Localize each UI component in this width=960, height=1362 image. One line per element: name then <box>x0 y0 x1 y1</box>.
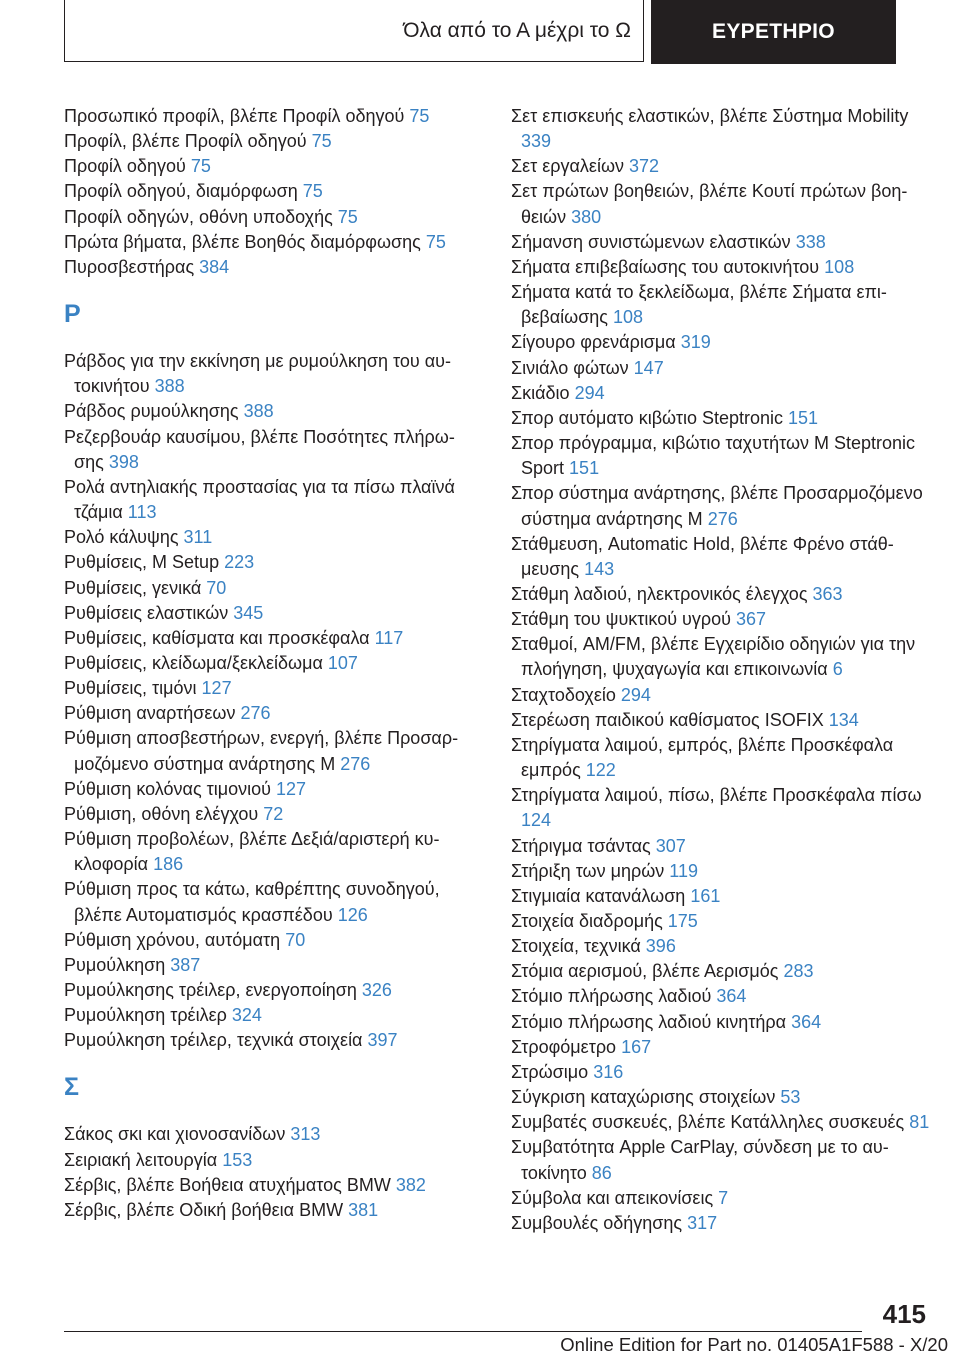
index-entry-text: Στόμιο πλήρωσης λαδιού <box>511 986 712 1007</box>
index-page-link[interactable]: 316 <box>593 1061 624 1082</box>
index-entry-text: Στάθμευση, Automatic Hold, βλέπε Φρένο στάθμευσης <box>511 533 894 579</box>
index-entry-text: Στιγμιαία κατανάλωση <box>511 885 686 906</box>
index-entry <box>64 550 474 575</box>
index-entry <box>511 959 931 984</box>
index-entry-text: Σετ εργαλείων <box>511 156 625 177</box>
index-entry-text: Ρυμούλκηση <box>64 954 166 975</box>
index-page-link[interactable]: 6 <box>832 659 843 680</box>
index-page-link[interactable]: 387 <box>170 954 201 975</box>
index-page-link[interactable]: 367 <box>736 609 767 630</box>
index-entry-text: Στήριξη των μηρών <box>511 860 665 881</box>
index-entry-text: Ρυθμίσεις, τιμόνι <box>64 678 197 699</box>
index-tab-label: ΕΥΡΕΤΗΡΙΟ <box>712 20 835 43</box>
index-page-link[interactable]: 276 <box>240 703 271 724</box>
index-entry-text: Ρυμούλκηση τρέιλερ <box>64 1005 227 1026</box>
index-entry <box>511 230 931 255</box>
index-entry <box>511 255 931 280</box>
index-entry-text: Σέρβις, βλέπε Οδική βοήθεια BMW <box>64 1199 344 1220</box>
index-entry <box>64 1028 474 1053</box>
index-entry-text: Σειριακή λειτουργία <box>64 1149 218 1170</box>
index-entry <box>64 525 474 550</box>
index-page-link[interactable]: 75 <box>425 231 446 252</box>
index-entry <box>64 651 474 676</box>
index-page-link[interactable]: 380 <box>571 206 602 227</box>
index-page-link[interactable]: 72 <box>263 803 284 824</box>
index-entry <box>511 1035 931 1060</box>
index-entry <box>511 1060 931 1085</box>
index-entry <box>511 481 931 531</box>
section-tab[interactable] <box>64 0 644 62</box>
index-page-link[interactable]: 276 <box>707 508 738 529</box>
index-entry <box>511 154 931 179</box>
index-entry <box>511 431 931 481</box>
index-entry <box>64 726 474 776</box>
index-entry <box>64 1003 474 1028</box>
index-entry <box>511 783 931 833</box>
index-entry <box>511 1211 931 1236</box>
index-page-link[interactable]: 363 <box>812 583 843 604</box>
index-entry <box>64 978 474 1003</box>
index-entry-text: Ρύθμιση προς τα κάτω, καθρέπτης συνοδηγού, βλέπε Αυτοματισμός κρασπέδου <box>64 879 440 925</box>
index-entry-text: Στρώσιμο <box>511 1061 589 1082</box>
index-page-link[interactable]: 223 <box>224 552 255 573</box>
index-entry-text: Στροφόμετρο <box>511 1036 617 1057</box>
index-entry <box>511 859 931 884</box>
index-entry-text: Ρύθμιση, οθόνη ελέγχου <box>64 803 259 824</box>
index-entry <box>511 909 931 934</box>
index-page-link[interactable]: 338 <box>795 231 826 252</box>
index-entry <box>64 255 474 280</box>
index-entry-text: Στήριγμα τσάντας <box>511 835 651 856</box>
index-page-link[interactable]: 86 <box>591 1162 612 1183</box>
index-entry <box>64 104 474 129</box>
index-page-link[interactable]: 294 <box>620 684 651 705</box>
index-entry-text: Ρεζερβουάρ καυσίμου, βλέπε Ποσότητες πλήρωσης <box>64 426 455 472</box>
index-page-link[interactable]: 326 <box>361 980 392 1000</box>
index-entry <box>64 230 474 255</box>
index-page-link[interactable]: 122 <box>585 760 616 781</box>
index-page-link[interactable]: 75 <box>337 206 358 227</box>
index-entry-text: Πυροσβεστήρας <box>64 256 195 277</box>
index-entry-text: Σέρβις, βλέπε Βοήθεια ατυχήματος BMW <box>64 1174 391 1195</box>
index-entry <box>511 179 931 229</box>
index-page-link[interactable]: 134 <box>828 709 859 730</box>
index-page-link[interactable]: 127 <box>201 678 232 699</box>
index-entry-text: Στοιχεία διαδρομής <box>511 911 663 931</box>
index-entry-text: Σταθμοί, AM/FM, βλέπε Εγχειρίδιο οδηγιών για την πλοήγηση, ψυχαγωγία και επικοινωνία <box>511 634 916 680</box>
index-entry-text: Ρυθμίσεις, M Setup <box>64 552 220 573</box>
index-entry <box>64 475 474 525</box>
index-page-link[interactable]: 124 <box>521 810 552 831</box>
index-page-link[interactable]: 143 <box>584 558 615 579</box>
index-entry <box>511 1186 931 1211</box>
index-page-link[interactable]: 167 <box>621 1036 652 1057</box>
index-page-link[interactable]: 108 <box>613 307 644 328</box>
index-page-link[interactable]: 127 <box>275 778 307 799</box>
section-letter-heading: Ρ <box>64 300 81 329</box>
index-entry-text: Ρυμούλκηση τρέιλερ, τεχνικά στοιχεία <box>64 1030 363 1051</box>
index-entry-text: Συμβουλές οδήγησης <box>511 1212 683 1233</box>
index-entry <box>511 632 931 682</box>
index-page-link[interactable]: 324 <box>231 1005 262 1026</box>
index-page-link[interactable]: 151 <box>569 458 600 479</box>
index-entry <box>511 683 931 708</box>
index-entry <box>64 626 474 651</box>
index-entry-text: Ρυμούλκησης τρέιλερ, ενεργοποίηση <box>64 980 357 1000</box>
index-entry-text: Στερέωση παιδικού καθίσματος ISOFIX <box>511 709 824 730</box>
index-entry-text: Ρύθμιση κολόνας τιμονιού <box>64 778 271 799</box>
index-entry-text: Ρύθμιση αποσβεστήρων, ενεργή, βλέπε Προσαρμοζόμενο σύστημα ανάρτησης M <box>64 728 459 774</box>
index-entry <box>511 607 931 632</box>
index-entry-text: Σπορ σύστημα ανάρτησης, βλέπε Προσαρμοζόμενο σύστημα ανάρτησης M <box>511 483 923 529</box>
index-entry <box>64 877 474 927</box>
index-entry-text: Στοιχεία, τεχνικά <box>511 936 641 957</box>
index-entry-text: Σήμανση συνιστώμενων ελαστικών <box>511 231 791 252</box>
index-page-link[interactable]: 81 <box>909 1112 930 1133</box>
index-page-link[interactable]: 7 <box>718 1187 729 1208</box>
index-entry <box>511 356 931 381</box>
index-page-link[interactable]: 339 <box>521 131 552 152</box>
index-page-link[interactable]: 161 <box>690 885 721 906</box>
index-column-right <box>511 104 931 1236</box>
index-entry <box>511 1135 931 1185</box>
index-entry <box>64 601 474 626</box>
index-entry-text: Σετ επισκευής ελαστικών, βλέπε Σύστημα Mobility <box>511 106 909 126</box>
index-entry <box>64 827 474 877</box>
index-entry-text: Σπορ αυτόματο κιβώτιο Steptronic <box>511 407 784 428</box>
index-entry-text: Ρύθμιση προβολέων, βλέπε Δεξιά/αριστερή κυκλοφορία <box>64 829 440 875</box>
index-page-link[interactable]: 388 <box>243 401 274 422</box>
index-entry-text: Σταχτοδοχείο <box>511 684 616 705</box>
index-entry <box>64 802 474 827</box>
index-entry-text: Σήματα κατά το ξεκλείδωμα, βλέπε Σήματα επιβεβαίωσης <box>511 282 887 328</box>
index-entry <box>64 349 474 399</box>
index-page-link[interactable]: 311 <box>183 527 213 548</box>
index-entry <box>64 953 474 978</box>
index-entry-text: Προφίλ οδηγού <box>64 156 186 177</box>
index-entry <box>511 934 931 959</box>
index-entry-text: Συμβατές συσκευές, βλέπε Κατάλληλες συσκευές <box>511 1112 905 1133</box>
index-entry-text: Ρυθμίσεις, καθίσματα και προσκέφαλα <box>64 627 370 648</box>
index-entry <box>64 1173 474 1198</box>
index-entry-text: Προφίλ οδηγών, οθόνη υποδοχής <box>64 206 333 227</box>
index-entry-text: Ρυθμίσεις, γενικά <box>64 577 202 598</box>
index-entry-text: Ρολά αντηλιακής προστασίας για τα πίσω πλαϊνά τζάμια <box>64 476 455 523</box>
index-entry <box>511 1110 931 1135</box>
index-page-link[interactable]: 107 <box>327 652 358 673</box>
index-entry-text: Σινιάλο φώτων <box>511 357 629 378</box>
index-page-link[interactable]: 364 <box>716 986 747 1007</box>
index-entry <box>64 928 474 953</box>
index-entry-text: Ρύθμιση αναρτήσεων <box>64 703 236 724</box>
index-entry <box>64 1122 474 1147</box>
index-page-link[interactable]: 372 <box>629 156 660 177</box>
index-page-link[interactable]: 397 <box>367 1030 398 1051</box>
index-entry <box>511 884 931 909</box>
index-entry <box>64 576 474 601</box>
index-page-link[interactable]: 147 <box>633 357 664 378</box>
index-entry-text: Σάκος σκι και χιονοσανίδων <box>64 1124 286 1145</box>
section-letter-heading: Σ <box>64 1073 80 1102</box>
index-entry <box>511 280 931 330</box>
index-entry-text: Ρυθμίσεις, κλείδωμα/ξεκλείδωμα <box>64 652 323 673</box>
index-entry <box>511 381 931 406</box>
index-entry <box>511 406 931 431</box>
index-entry-text: Σήματα επιβεβαίωσης του αυτοκινήτου <box>511 256 820 277</box>
section-tab-label: Όλα από το Α μέχρι το Ω <box>403 18 631 42</box>
index-entry-text: Στηρίγματα λαιμού, πίσω, βλέπε Προσκέφαλα πίσω <box>511 785 922 806</box>
index-page-link[interactable]: 319 <box>680 332 711 353</box>
index-entry <box>511 1010 931 1035</box>
index-tab[interactable] <box>651 0 896 64</box>
index-entry-text: Σπορ πρόγραμμα, κιβώτιο ταχυτήτων M Steptronic Sport <box>511 433 916 479</box>
index-entry <box>64 1148 474 1173</box>
index-entry <box>64 676 474 701</box>
edition-footer: Online Edition for Part no. 01405A1F588 - X/20 <box>560 1334 948 1355</box>
index-entry-text: Στάθμη του ψυκτικού υγρού <box>511 609 731 630</box>
index-entry <box>511 330 931 355</box>
index-entry <box>511 532 931 582</box>
index-entry <box>511 733 931 783</box>
index-entry-text: Σύγκριση καταχώρισης στοιχείων <box>511 1087 776 1108</box>
index-page-link[interactable]: 175 <box>667 911 698 931</box>
index-page-link[interactable]: 345 <box>233 602 264 623</box>
index-entry-text: Στόμιο πλήρωσης λαδιού κινητήρα <box>511 1011 787 1032</box>
index-entry <box>64 154 474 179</box>
index-page-link[interactable]: 307 <box>655 835 686 856</box>
index-entry-text: Σκιάδιο <box>511 382 570 403</box>
index-page-link[interactable]: 364 <box>791 1011 822 1032</box>
index-page-link[interactable]: 70 <box>206 577 227 598</box>
index-entry-text: Σετ πρώτων βοηθειών, βλέπε Κουτί πρώτων βοηθειών <box>511 181 908 227</box>
index-page-link[interactable]: 313 <box>290 1124 321 1145</box>
index-entry-text: Σίγουρο φρενάρισμα <box>511 332 676 353</box>
index-page-link[interactable]: 382 <box>395 1174 426 1195</box>
index-page-link[interactable]: 294 <box>574 382 605 403</box>
index-page-link[interactable]: 186 <box>153 854 184 875</box>
index-page-link[interactable]: 53 <box>780 1087 801 1108</box>
index-entry <box>511 1085 931 1110</box>
index-entry <box>64 425 474 475</box>
index-entry-text: Προσωπικό προφίλ, βλέπε Προφίλ οδηγού <box>64 106 405 126</box>
index-entry-text: Προφίλ, βλέπε Προφίλ οδηγού <box>64 131 307 152</box>
index-entry <box>511 104 931 154</box>
index-page-link[interactable]: 75 <box>302 181 323 202</box>
index-page-link[interactable]: 126 <box>337 904 368 925</box>
index-entry-text: Συμβατότητα Apple CarPlay, σύνδεση με το αυτοκίνητο <box>511 1137 889 1183</box>
index-column-left <box>64 104 474 1223</box>
index-page-link[interactable]: 117 <box>374 627 404 648</box>
index-entry-text: Στάθμη λαδιού, ηλεκτρονικός έλεγχος <box>511 583 808 604</box>
index-entry <box>511 834 931 859</box>
index-entry <box>64 1198 474 1223</box>
index-page-link[interactable]: 70 <box>285 929 306 950</box>
index-page-link[interactable]: 396 <box>645 936 676 957</box>
index-entry <box>64 205 474 230</box>
index-entry-text: Ρολό κάλυψης <box>64 527 179 548</box>
index-page-link[interactable]: 283 <box>783 961 814 982</box>
index-entry <box>64 701 474 726</box>
index-entry-text: Ρυθμίσεις ελαστικών <box>64 602 229 623</box>
index-page-link[interactable]: 384 <box>199 256 230 277</box>
header-tabs <box>64 0 896 64</box>
index-entry-text: Προφίλ οδηγού, διαμόρφωση <box>64 181 298 202</box>
index-page-link[interactable]: 153 <box>222 1149 253 1170</box>
index-entry <box>511 984 931 1009</box>
index-page-link[interactable]: 75 <box>409 106 430 126</box>
index-page-link[interactable]: 108 <box>824 256 855 277</box>
index-entry <box>64 399 474 424</box>
index-entry <box>64 129 474 154</box>
index-page-link[interactable]: 75 <box>190 156 211 177</box>
index-page-link[interactable]: 388 <box>154 376 185 397</box>
index-page-link[interactable]: 381 <box>348 1199 379 1220</box>
page-number: 415 <box>882 1299 926 1329</box>
footer-divider <box>64 1331 862 1332</box>
index-entry-text: Ρύθμιση χρόνου, αυτόματη <box>64 929 281 950</box>
index-entry-text: Ράβδος για την εκκίνηση με ρυμούλκηση του αυτοκινήτου <box>64 351 451 397</box>
index-entry-text: Πρώτα βήματα, βλέπε Βοηθός διαμόρφωσης <box>64 231 421 252</box>
index-entry-text: Στόμια αερισμού, βλέπε Αερισμός <box>511 961 779 982</box>
index-page-link[interactable]: 151 <box>788 407 819 428</box>
index-page-link[interactable]: 398 <box>108 451 139 472</box>
index-entry-text: Ράβδος ρυμούλκησης <box>64 401 239 422</box>
index-page-link[interactable]: 119 <box>669 860 698 881</box>
index-entry-text: Στηρίγματα λαιμού, εμπρός, βλέπε Προσκέφαλα εμπρός <box>511 734 894 781</box>
index-page-link[interactable]: 276 <box>340 753 371 774</box>
index-entry <box>511 582 931 607</box>
index-page-link[interactable]: 317 <box>687 1212 718 1233</box>
index-entry <box>511 708 931 733</box>
index-entry-text: Σύμβολα και απεικονίσεις <box>511 1187 714 1208</box>
index-page-link[interactable]: 113 <box>127 502 157 523</box>
index-entry <box>64 777 474 802</box>
index-entry <box>64 179 474 204</box>
index-page-link[interactable]: 75 <box>311 131 332 152</box>
